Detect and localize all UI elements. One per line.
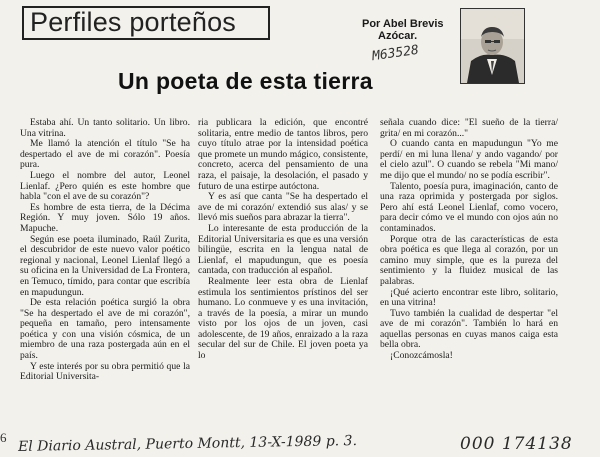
paragraph: Porque otra de las características de esta obra poética es que llega al corazón, por un camino muy simple, que es la pureza del sentimiento y la fluidez musical de las palabras. [380, 233, 558, 287]
archive-mark: M63528 [371, 42, 420, 65]
portrait-image [461, 9, 524, 83]
paragraph: Estaba ahí. Un tanto solitario. Un libro. Una vitrina. [20, 117, 190, 139]
paragraph: Según ese poeta iluminado, Raúl Zurita, el descubridor de este nuevo valor poético regional y nacional, Leonel Lienlaf llegó a su oficina en la Universidad de La Frontera, en Temuco, tímido, para contar que escribía en mapudungun. [20, 233, 190, 298]
edge-mark: 6 [0, 430, 7, 445]
paragraph: señala cuando dice: "El sueño de la tierra/ grita/ en mi corazón..." [380, 117, 558, 139]
paragraph: Es hombre de esta tierra, de la Décima Región. Y muy joven. Sólo 19 años. Mapuche. [20, 201, 190, 234]
article-headline: Un poeta de esta tierra [118, 68, 373, 94]
byline-surname: Azócar. [378, 30, 418, 42]
paragraph: Y este interés por su obra permitió que la Editorial Universita- [20, 360, 190, 383]
paragraph: De esta relación poética surgió la obra "Se ha despertado el ave de mi corazón", pequeña en tamaño, pero intensamente poética y con una visión cósmica, de un miembro de una raza postergada aún en el país. [20, 297, 190, 362]
paragraph: O cuando canta en mapudungun "Yo me perdí/ en mi luna llena/ y ando vagando/ por el cielo azul". O cuando se rebela "Mi mano/ me dijo que el mundo/ no se podía escribir". [380, 138, 558, 181]
paragraph: Me llamó la atención el título "Se ha despertado el ave de mi corazón". Poesía pura. [20, 138, 190, 171]
paragraph: Y es así que canta "Se ha despertado el ave de mi corazón/ extendió sus alas/ y se llevó mis sueños para abrazar la tierra". [198, 191, 368, 224]
handwritten-catalog-number: 000 174138 [460, 434, 573, 454]
handwritten-source-note: El Diario Austral, Puerto Montt, 13-X-1989 p. 3. [17, 433, 358, 455]
paragraph: ria publicara la edición, que encontré solitaria, entre medio de tantos libros, pero cuyo título atrae por la intensidad poética que promete un mundo mágico, consistente, concreto, acerca del pensamiento de una raza, el paisaje, la desolación, el pasado y futuro de una estirpe autóctona. [198, 117, 368, 192]
article-column-2 [198, 118, 368, 362]
paragraph: ¡Conozcámosla! [390, 350, 453, 362]
article-column-3 [380, 118, 558, 362]
paragraph: ¡Qué acierto encontrar este libro, solitario, en una vitrina! [380, 286, 558, 309]
byline [362, 18, 444, 42]
paragraph: Talento, poesía pura, imaginación, canto de una raza oprimida y postergada por siglos. Pero ahí está Leonel Lienlaf, como vocero, para decir cómo ve el mundo con ojos aún no contaminados. [380, 180, 558, 234]
paragraph: Luego el nombre del autor, Leonel Lienlaf. ¿Pero quién es este hombre que habla "con el ave de su corazón"? [20, 169, 190, 203]
paragraph: Tuvo también la cualidad de despertar "el ave de mi corazón". También lo hará en aquellas personas en cuyas manos caiga esta bella obra. [380, 307, 558, 351]
author-photo [460, 8, 525, 84]
section-title: Perfiles porteños [30, 7, 237, 37]
paragraph: Lo interesante de esta producción de la Editorial Universitaria es que es una versión bilingüe, escrita en la lengua natal de Lienlaf, el mapudungun, que es poesía cantada, con traducción al español. [198, 222, 368, 277]
byline-name: Por Abel Brevis [362, 18, 444, 30]
paragraph: Realmente leer esta obra de Lienlaf estimula los sentimientos prístinos del ser humano. Lo conmueve y es una invitación, a través de la poesía, a mirar un mundo visto por los ojos de un joven, casi adolescente, de 19 años, enraizado a la raza secular del sur de Chile. El joven poeta ya lo [198, 275, 368, 362]
article-column-1 [20, 118, 190, 383]
